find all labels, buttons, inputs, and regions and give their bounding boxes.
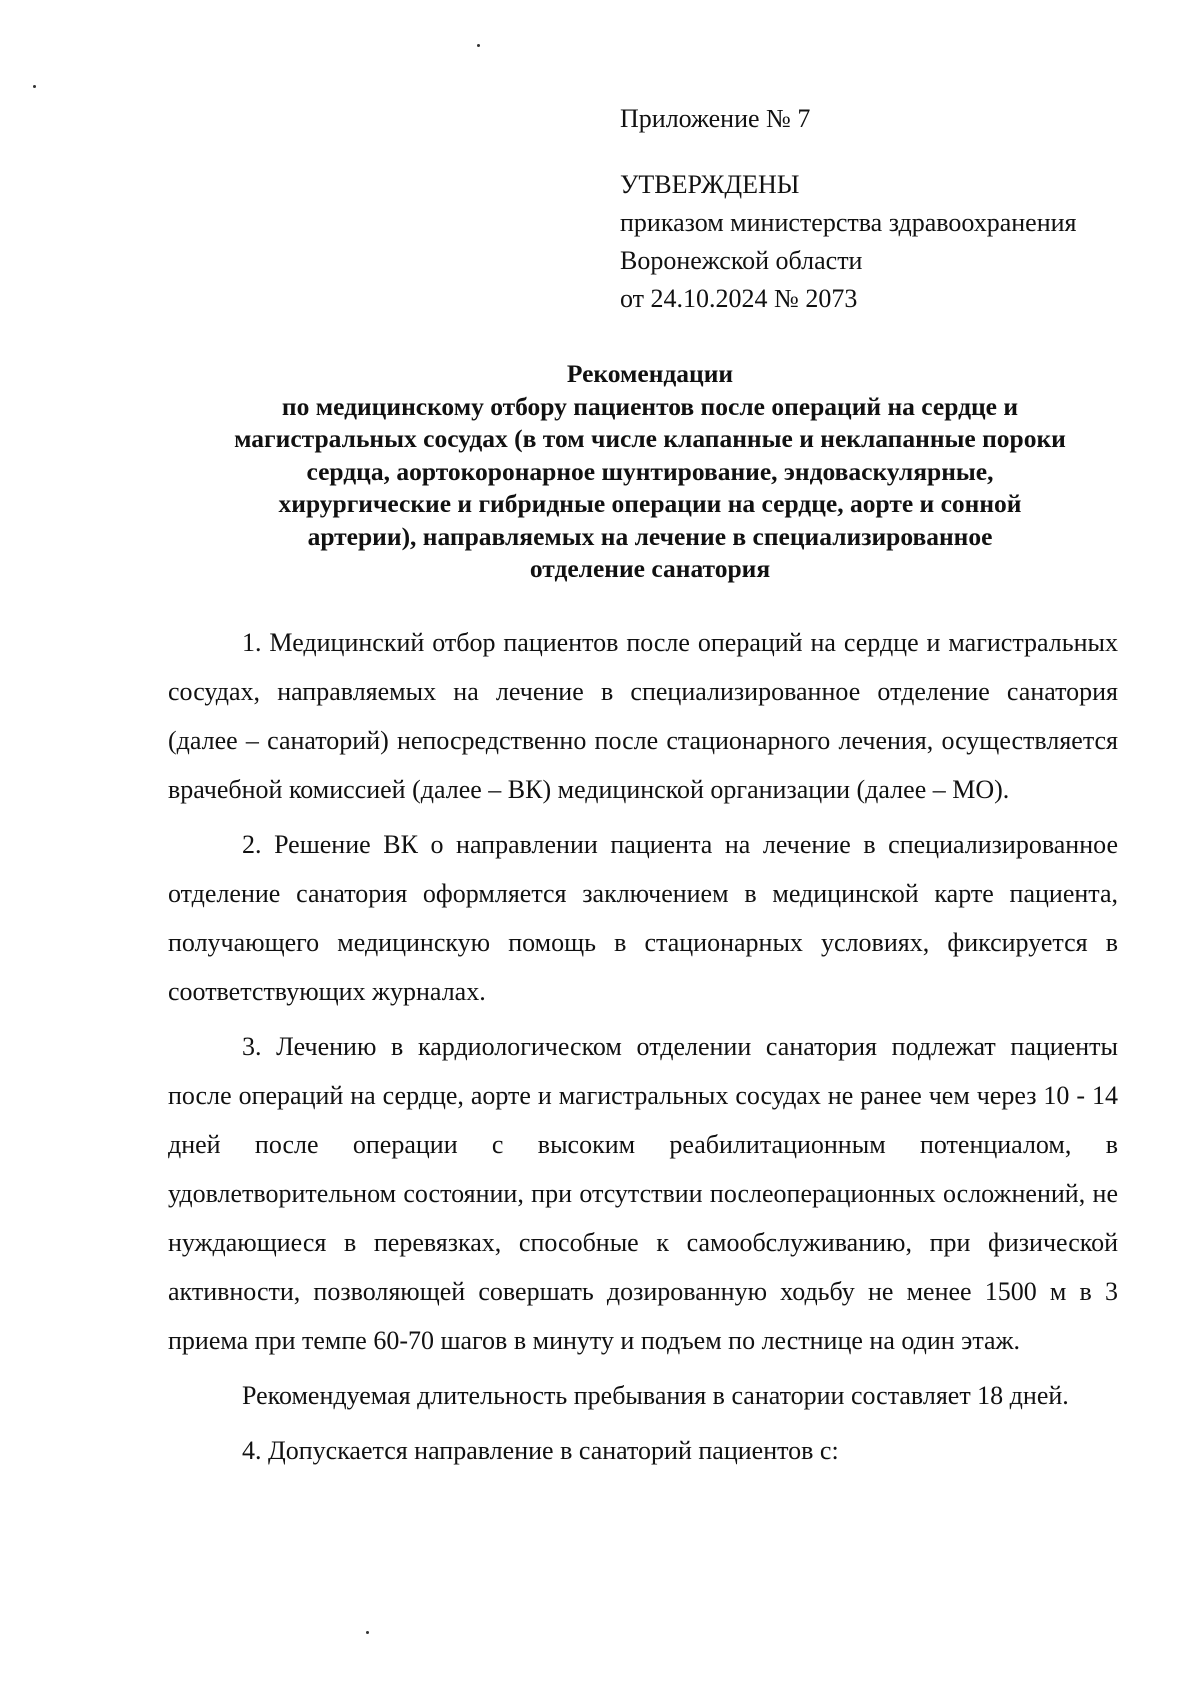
approval-block [620,100,1077,318]
title-line: Рекомендации [566,359,734,388]
scan-speck [477,44,480,47]
paragraph-2: 2. Решение ВК о направлении пациента на лечение в специализированное отделение санатория оформляется заключением в медицинской карте пациента, получающего медицинскую помощь в стационарных условиях, фиксируется в соответствующих журналах. [168,830,1118,1006]
document-title [150,358,1150,586]
approved-heading: УТВЕРЖДЕНЫ [620,170,800,199]
title-line: по медицинскому отбору пациентов после операций на сердце и [281,391,1019,421]
appendix-number: Приложение № 7 [620,104,811,133]
paragraph-4: 4. Допускается направление в санаторий пациентов с: [242,1436,839,1465]
paragraph-duration: Рекомендуемая длительность пребывания в санатории составляет 18 дней. [242,1381,1069,1410]
paragraph-3: 3. Лечению в кардиологическом отделении санатория подлежат пациенты после операций на сердце, аорте и магистральных сосудах не ранее чем через 10 - 14 дней после операции с высоким реабилитационным потенциалом, в удовлетворительном состоянии, при отсутствии послеоперационных осложнений, не нуждающиеся в перевязках, способные к самообслуживанию, при физической активности, позволяющей совершать дозированную ходьбу не менее 1500 м в 3 приема при темпе 60-70 шагов в минуту и подъем по лестнице на один этаж. [168,1032,1118,1355]
scan-speck [33,85,36,88]
title-line: отделение санатория [529,554,771,583]
approval-line-3: от 24.10.2024 № 2073 [620,284,858,313]
title-line: магистральных сосудах (в том числе клапанные и неклапанные пороки [234,424,1066,453]
paragraph-1: 1. Медицинский отбор пациентов после операций на сердце и магистральных сосудах, направляемых на лечение в специализированное отделение санатория (далее – санаторий) непосредственно после стационарного лечения, осуществляется врачебной комиссией (далее – ВК) медицинской организации (далее – МО). [168,628,1118,804]
document-body [168,618,1118,1475]
title-line: сердца, аортокоронарное шунтирование, эндоваскулярные, [306,456,994,486]
approval-line-2: Воронежской области [620,246,863,275]
title-line: хирургические и гибридные операции на сердце, аорте и сонной [278,489,1022,518]
approval-line-1: приказом министерства здравоохранения [620,208,1077,237]
scan-speck [366,1631,369,1634]
title-line: артерии), направляемых на лечение в специализированное [307,521,993,551]
